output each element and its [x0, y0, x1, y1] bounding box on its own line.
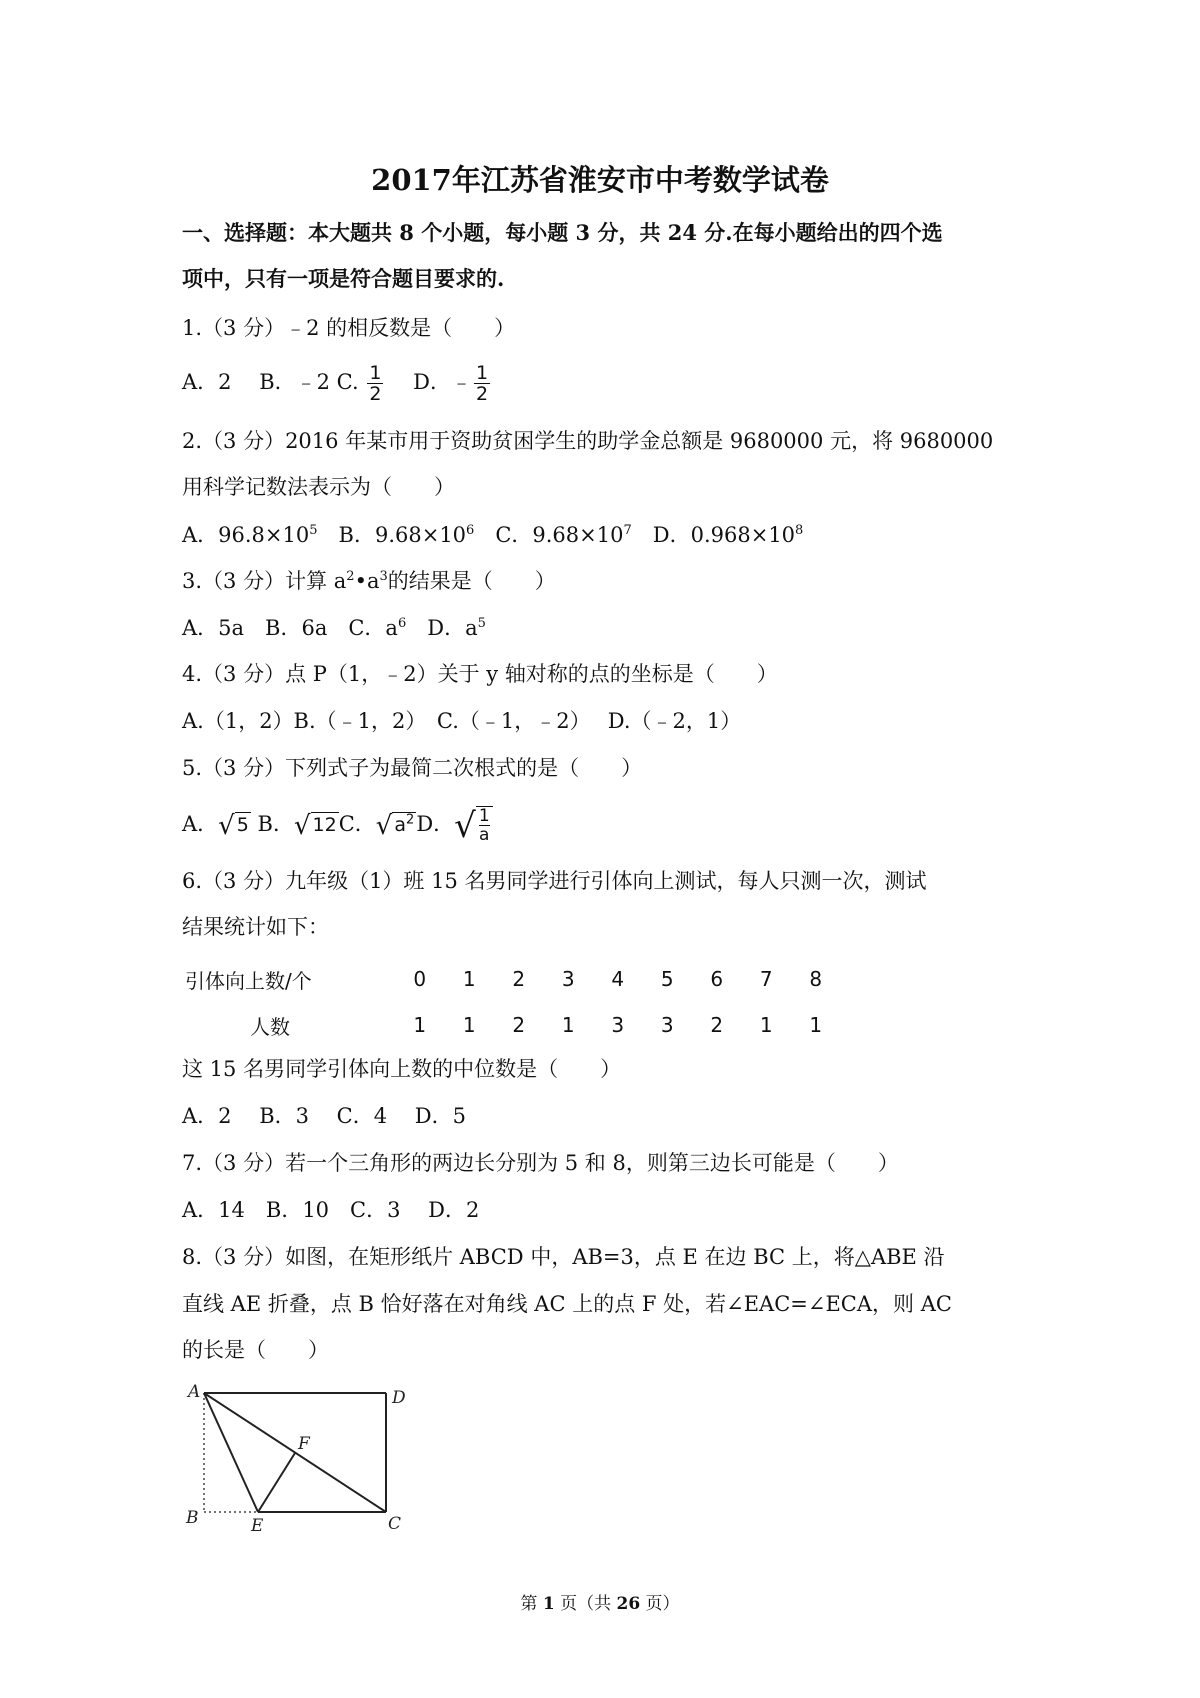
- q2-a-base: A．96.8×10: [182, 523, 310, 547]
- section-heading-line1: 一、选择题：本大题共 8 个小题，每小题 3 分，共 24 分.在每小题给出的四个选: [182, 220, 943, 245]
- q1-d-denominator: 2: [475, 383, 489, 405]
- q3-stem-mid: •a: [354, 569, 380, 593]
- question-8-stem-line1: 8.（3 分）如图，在矩形纸片 ABCD 中，AB=3，点 E 在边 BC 上，将△ABE 沿: [182, 1245, 945, 1269]
- q5-b-radicand: 12: [311, 812, 339, 840]
- question-6-stem-line1: 6.（3 分）九年级（1）班 15 名男同学进行引体向上测试，每人只测一次，测试: [182, 869, 927, 893]
- q1-option-d-fraction: [474, 363, 490, 404]
- q5-option-d-label: D．: [416, 812, 455, 836]
- question-4-options: A.（1，2）B.（﹣1，2） C.（﹣1，﹣2） D.（﹣2，1）: [182, 709, 742, 733]
- table-cell: 2: [512, 967, 526, 991]
- q3-d-exponent: 5: [477, 616, 486, 631]
- table-row-label: 人数: [250, 1014, 290, 1039]
- q2-option-a: [182, 523, 318, 547]
- q2-option-c: [474, 523, 631, 547]
- q3-stem-post: 的结果是（ ）: [387, 569, 556, 593]
- q5-c-base: a: [394, 813, 407, 836]
- question-7-options: A．14 B．10 C．3 D．2: [182, 1198, 480, 1222]
- q5-option-c-sqrt: √ $a^2$: [375, 810, 415, 841]
- table-cell: 1: [413, 1013, 427, 1037]
- q3-options-abc: A．5a B．6a C．a: [182, 616, 398, 640]
- table-cell: 5: [660, 967, 674, 991]
- question-5-stem: 5.（3 分）下列式子为最简二次根式的是（ ）: [182, 756, 643, 780]
- label-b: B: [186, 1508, 199, 1528]
- q2-c-base: C．9.68×10: [474, 523, 624, 547]
- q5-a-radicand: 5: [235, 812, 251, 840]
- q2-option-b: [318, 523, 475, 547]
- q1-option-c-fraction: [367, 363, 383, 404]
- q5-d-radicand: [476, 806, 493, 846]
- label-f: F: [298, 1434, 310, 1454]
- q2-d-exponent: 8: [795, 523, 804, 538]
- label-a: A: [188, 1383, 201, 1402]
- page-title: 2017年江苏省淮安市中考数学试卷: [371, 163, 829, 197]
- label-d: D: [392, 1388, 406, 1408]
- q2-b-exponent: 6: [466, 523, 475, 538]
- q1-c-numerator: 1: [369, 362, 382, 384]
- q3-option-d: D．a: [406, 616, 478, 640]
- footer-mid: 页（共: [554, 1594, 617, 1614]
- table-cell: 7: [759, 967, 773, 991]
- table-cell: 6: [710, 967, 724, 991]
- q5-d-denominator: a: [479, 824, 490, 845]
- q5-option-a-label: A．: [182, 812, 219, 836]
- question-3-stem: [182, 566, 556, 596]
- table-cell: 3: [660, 1013, 674, 1037]
- table-cell: 4: [611, 967, 625, 991]
- question-2-stem-line2: 用科学记数法表示为（ ）: [182, 475, 455, 499]
- table-cell: 1: [462, 1013, 476, 1037]
- table-cell: 2: [710, 1013, 724, 1037]
- footer-post: 页）: [640, 1594, 680, 1614]
- q2-option-d: [632, 523, 804, 547]
- table-row-label: 引体向上数/个: [185, 968, 312, 993]
- question-6-stem-line2: 结果统计如下：: [182, 915, 329, 939]
- table-cell: 1: [759, 1013, 773, 1037]
- question-7-stem: 7.（3 分）若一个三角形的两边长分别为 5 和 8，则第三边长可能是（ ）: [182, 1151, 899, 1175]
- rectangle-fold-figure: [176, 1383, 416, 1533]
- footer-total-pages: 26: [616, 1594, 641, 1614]
- question-1-options: [182, 360, 492, 404]
- pullup-stats-table: [185, 956, 841, 1048]
- q5-option-a-sqrt: √ 5: [218, 810, 249, 841]
- table-cell: 3: [611, 1013, 625, 1037]
- table-cell: 1: [561, 1013, 575, 1037]
- q5-option-b-label: B．: [250, 812, 294, 836]
- footer-page-number: 1: [542, 1594, 555, 1614]
- question-3-options: [182, 613, 486, 643]
- q5-d-numerator: 1: [478, 805, 490, 826]
- table-cell: 0: [413, 967, 427, 991]
- question-8-stem-line3: 的长是（ ）: [182, 1338, 329, 1362]
- footer-pre: 第: [520, 1594, 543, 1614]
- q3-c-exponent: 6: [397, 616, 407, 631]
- q1-c-denominator: 2: [369, 383, 382, 405]
- table-row: [185, 956, 841, 1002]
- table-cell: 8: [809, 967, 823, 991]
- q2-c-exponent: 7: [623, 523, 632, 538]
- question-5-options: [182, 800, 493, 848]
- q3-exp1: 2: [346, 569, 355, 584]
- question-1-stem: 1.（3 分）﹣2 的相反数是（ ）: [182, 316, 516, 340]
- q5-option-d-sqrt: √ $\frac{1}{a}$: [454, 806, 493, 846]
- question-6-stem-line3: 这 15 名男同学引体向上数的中位数是（ ）: [182, 1057, 622, 1081]
- table-cell: 2: [512, 1013, 526, 1037]
- segment-ef: [258, 1453, 295, 1512]
- q3-stem-pre: 3.（3 分）计算 a: [182, 569, 347, 593]
- q5-option-c-label: C．: [338, 812, 376, 836]
- q2-b-base: B．9.68×10: [317, 523, 467, 547]
- question-2-stem-line1: 2.（3 分）2016 年某市用于资助贫困学生的助学金总额是 9680000 元，将 9680000: [182, 429, 994, 453]
- table-cell: 3: [561, 967, 575, 991]
- q3-exp2: 3: [379, 569, 388, 584]
- q5-c-radicand: [392, 812, 416, 840]
- q5-option-b-sqrt: √ 12: [293, 810, 337, 841]
- table-row: [185, 1002, 841, 1048]
- q2-d-base: D．0.968×10: [631, 523, 796, 547]
- q1-d-numerator: 1: [475, 362, 489, 384]
- q1-options-ab: A．2 B．﹣2 C.: [182, 370, 359, 394]
- table-cell: 1: [462, 967, 476, 991]
- label-c: C: [388, 1514, 402, 1533]
- section-heading-line2: 项中，只有一项是符合题目要求的.: [182, 266, 505, 291]
- q2-a-exponent: 5: [309, 523, 318, 538]
- label-e: E: [251, 1516, 264, 1533]
- question-8-stem-line2: 直线 AE 折叠，点 B 恰好落在对角线 AC 上的点 F 处，若∠EAC=∠ECA，则 AC: [182, 1292, 952, 1316]
- q5-c-exponent: 2: [406, 812, 415, 828]
- page-footer: [0, 1589, 1200, 1614]
- question-6-options: A．2 B．3 C．4 D．5: [182, 1104, 466, 1128]
- question-2-options: [182, 520, 803, 550]
- question-4-stem: 4.（3 分）点 P（1，﹣2）关于 y 轴对称的点的坐标是（ ）: [182, 662, 778, 686]
- q1-option-d-label: D．﹣: [392, 370, 472, 394]
- table-cell: 1: [809, 1013, 823, 1037]
